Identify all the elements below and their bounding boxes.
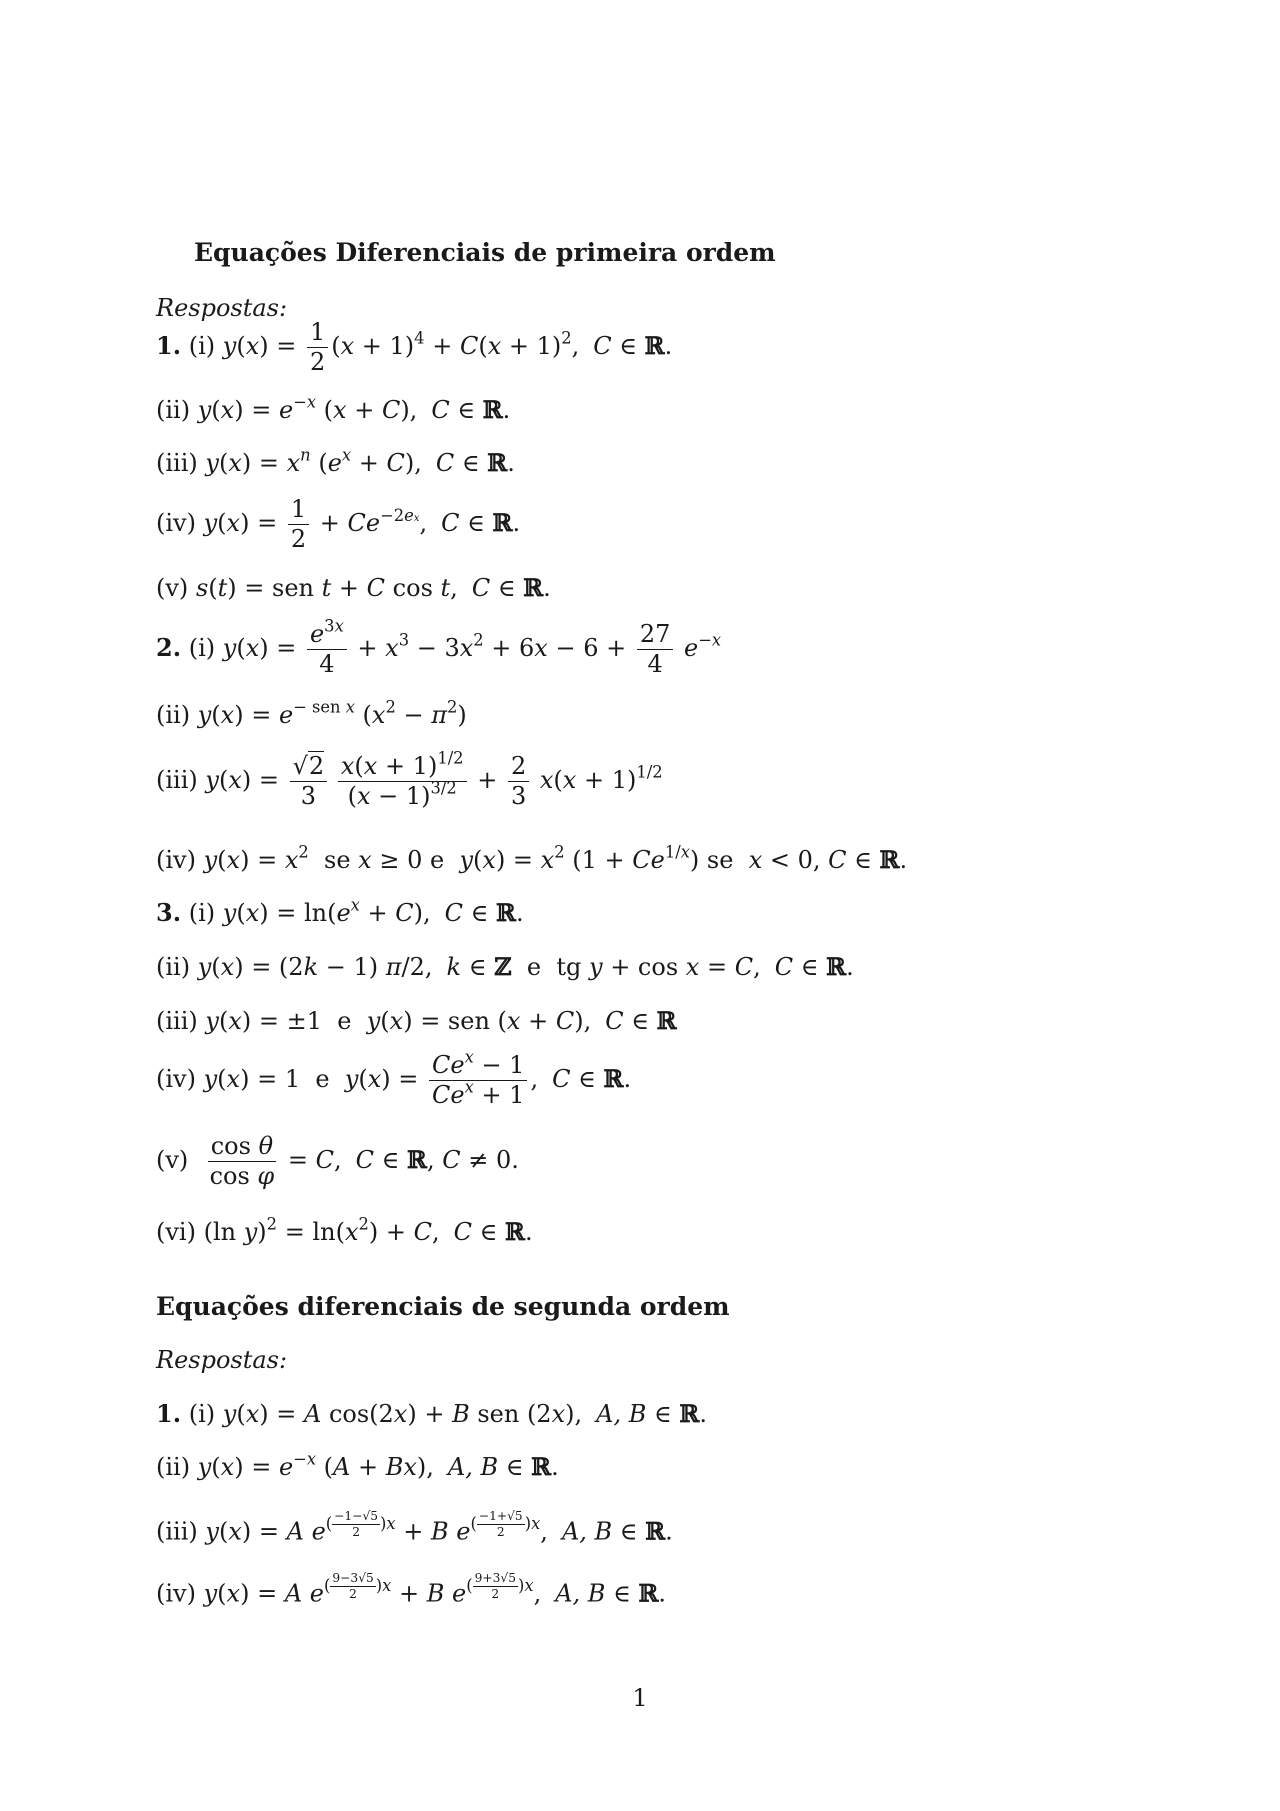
eq-2-iv: (iv) $y(x) = x^2$ se x ≥ 0 e $y(x) = x^2$ $(1 + Ce^{1/x})$ se x < 0, C ∈ ℝ.	[156, 842, 908, 874]
item-label: (vi)	[156, 1218, 196, 1246]
eq-1-iv: (iv) y(x) = $\frac{1}{2}$ + $Ce^{-2ex}$, C ∈ ℝ.	[156, 495, 521, 554]
eq-1-ii: (ii) $y(x) = e^{-x}$ (x + C), C ∈ ℝ.	[156, 392, 511, 424]
eq-1-v: (v) s(t) = sen t + C cos t, C ∈ ℝ.	[156, 573, 551, 602]
item-label: (iii)	[156, 766, 198, 795]
item-label: (ii)	[156, 396, 191, 424]
section-title-second-order: Equações diferenciais de segunda ordem	[156, 1292, 730, 1321]
item-label: (iv)	[156, 846, 196, 874]
eq-2-i: 2. (i) y(x) = $\frac{e^{3x}}{4}$ + $x^3 - 3x^2 + 6x - 6$ + $\frac{27}{4}$ $e^{-x}$	[156, 616, 722, 679]
item-label: (v)	[156, 1146, 189, 1175]
respostas-label: Respostas:	[156, 1346, 288, 1374]
problem-number: 2.	[156, 633, 182, 663]
item-label: (ii)	[156, 953, 191, 981]
item-label: (iv)	[156, 1579, 196, 1608]
item-label: (i)	[188, 1400, 216, 1428]
item-label: (iii)	[156, 1007, 198, 1035]
problem-number: 3.	[156, 898, 182, 927]
item-label: (iv)	[156, 509, 196, 538]
page-number: 1	[632, 1684, 648, 1712]
eq-2-ii: (ii) $y(x) = e^{- sen x}$ $(x^2 - \pi^2)$	[156, 697, 467, 729]
item-label: (iv)	[156, 1065, 196, 1094]
eq-s2-1-iv: (iv) y(x) = A $e^{( \frac{9-3√5}{2} )x} + B$ $e^{( \frac{9+3√5}{2} )x}$, A, B ∈ ℝ.	[156, 1571, 667, 1608]
item-label: (iii)	[156, 449, 198, 477]
eq-3-ii: (ii) y(x) = (2k − 1) π/2, k ∈ ℤ e tg y + cos x = C, C ∈ ℝ.	[156, 952, 854, 981]
problem-number: 1.	[156, 1399, 182, 1428]
section-title-first-order: Equações Diferenciais de primeira ordem	[194, 238, 776, 267]
eq-3-i: 3. (i) $y(x) = \ln(e^x + C)$, C ∈ ℝ.	[156, 895, 524, 927]
eq-s2-1-iii: (iii) y(x) = A $e^{( \frac{-1-√5}{2} )x} + B$ $e^{( \frac{-1+√5}{2} )x}$, A, B ∈ ℝ.	[156, 1509, 673, 1546]
item-label: (iii)	[156, 1517, 198, 1546]
item-label: (i)	[188, 332, 216, 361]
item-label: (ii)	[156, 1453, 191, 1481]
item-label: (v)	[156, 574, 189, 602]
eq-s2-1-ii: (ii) $y(x) = e^{-x}$ (A + Bx), A, B ∈ ℝ.	[156, 1449, 559, 1481]
eq-1-iii: (iii) $y(x) = x^n$ $(e^x + C)$, C ∈ ℝ.	[156, 445, 515, 477]
respostas-label: Respostas:	[156, 294, 288, 322]
eq-3-iv: (iv) y(x) = 1 e y(x) = $\frac{Ce^x - 1}{Ce^x + 1}$ , C ∈ ℝ.	[156, 1047, 632, 1110]
item-label: (ii)	[156, 701, 191, 729]
eq-3-v: (v) $\frac{\text{cos θ}}{\text{cos φ}}$ = C, C ∈ ℝ, C ≠ 0.	[156, 1132, 519, 1191]
eq-2-iii: (iii) y(x) = $\frac{√2}{3}$ $\frac{x(x + 1)^{1/2}}{(x - 1)^{3/2}}$ + $\frac{2}{3}$ $x(x + 1)^{1/2}$	[156, 748, 663, 811]
eq-3-vi: (vi) (ln $y)^2 = \ln(x^2) + C$, C ∈ ℝ.	[156, 1214, 533, 1246]
problem-number: 1.	[156, 331, 182, 361]
item-label: (i)	[188, 634, 216, 663]
eq-1-i: 1. (i) y(x) = $\frac{1}{2}$ $(x + 1)^4 + C(x + 1)^2$, C ∈ ℝ.	[156, 318, 673, 377]
eq-s2-1-i: 1. (i) y(x) = A cos(2x) + B sen (2x), A, B ∈ ℝ.	[156, 1399, 707, 1428]
item-label: (i)	[188, 899, 216, 927]
eq-3-iii: (iii) y(x) = ±1 e y(x) = sen (x + C), C ∈ ℝ	[156, 1006, 677, 1035]
